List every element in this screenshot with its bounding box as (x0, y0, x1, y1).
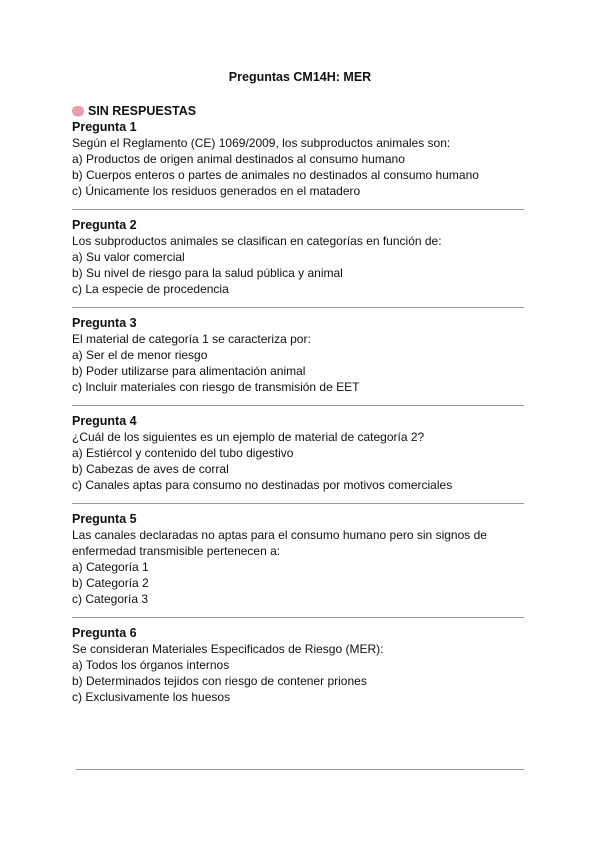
question-1 (72, 119, 528, 199)
answer-option-b: b) Determinados tejidos con riesgo de contener priones (72, 674, 367, 688)
question-text-line-2: enfermedad transmisible pertenecen a: (72, 544, 281, 558)
question-title: Pregunta 4 (72, 414, 137, 428)
question-5 (72, 511, 528, 607)
answer-option-b: b) Poder utilizarse para alimentación animal (72, 364, 306, 378)
question-title: Pregunta 6 (72, 626, 137, 640)
answer-option-c: c) Incluir materiales con riesgo de transmisión de EET (72, 380, 360, 394)
question-6 (72, 625, 528, 705)
answer-option-a: a) Productos de origen animal destinados al consumo humano (72, 152, 405, 166)
question-title: Pregunta 3 (72, 316, 137, 330)
question-text-line-1: Las canales declaradas no aptas para el consumo humano pero sin signos de (72, 528, 487, 542)
question-4 (72, 413, 528, 493)
question-text: Los subproductos animales se clasifican en categorías en función de: (72, 234, 442, 248)
section-heading-text: SIN RESPUESTAS (88, 104, 197, 118)
answer-option-c: c) Canales aptas para consumo no destinadas por motivos comerciales (72, 478, 453, 492)
horizontal-divider (72, 209, 524, 210)
document-body (72, 103, 528, 705)
answer-option-a: a) Todos los órganos internos (72, 658, 230, 672)
answer-option-b: b) Cabezas de aves de corral (72, 462, 229, 476)
question-text: El material de categoría 1 se caracteriza por: (72, 332, 311, 346)
question-text: Según el Reglamento (CE) 1069/2009, los subproductos animales son: (72, 136, 451, 150)
answer-option-c: c) La especie de procedencia (72, 282, 229, 296)
horizontal-divider (72, 503, 524, 504)
horizontal-divider (72, 617, 524, 618)
answer-option-c: c) Únicamente los residuos generados en el matadero (72, 184, 361, 198)
answer-option-a: a) Su valor comercial (72, 250, 185, 264)
question-title: Pregunta 1 (72, 120, 137, 134)
question-text: ¿Cuál de los siguientes es un ejemplo de material de categoría 2? (72, 430, 425, 444)
horizontal-divider (72, 405, 524, 406)
question-2 (72, 217, 528, 297)
answer-option-a: a) Categoría 1 (72, 560, 149, 574)
question-title: Pregunta 2 (72, 218, 137, 232)
bottom-divider (76, 769, 524, 770)
answer-option-b: b) Su nivel de riesgo para la salud pública y animal (72, 266, 343, 280)
document-title: Preguntas CM14H: MER (228, 70, 372, 84)
answer-option-a: a) Ser el de menor riesgo (72, 348, 208, 362)
section-heading (72, 103, 528, 119)
answer-option-b: b) Cuerpos enteros o partes de animales no destinados al consumo humano (72, 168, 479, 182)
question-3 (72, 315, 528, 395)
answer-option-c: c) Exclusivamente los huesos (72, 690, 231, 704)
answer-option-a: a) Estiércol y contenido del tubo digestivo (72, 446, 294, 460)
question-title: Pregunta 5 (72, 512, 137, 526)
answer-option-c: c) Categoría 3 (72, 592, 149, 606)
answer-option-b: b) Categoría 2 (72, 576, 149, 590)
horizontal-divider (72, 307, 524, 308)
question-text: Se consideran Materiales Especificados de Riesgo (MER): (72, 642, 384, 656)
brain-icon (72, 106, 84, 117)
